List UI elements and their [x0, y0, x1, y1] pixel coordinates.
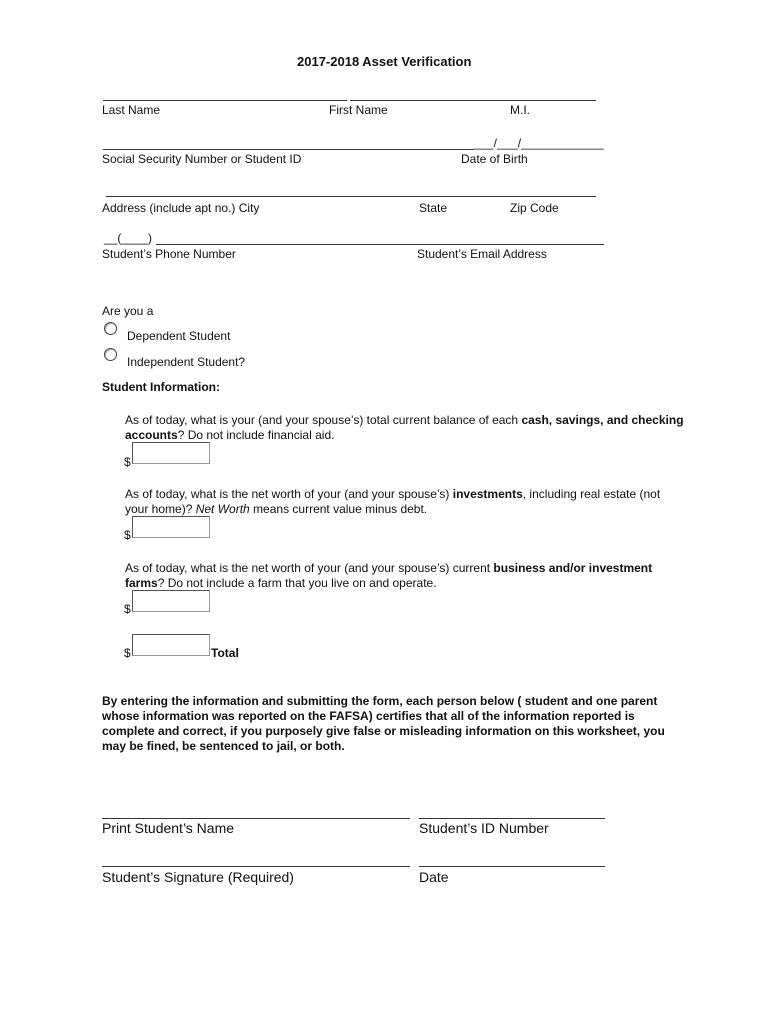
question-investments — [125, 487, 685, 517]
date-line[interactable] — [419, 866, 605, 867]
page-title: 2017-2018 Asset Verification — [297, 54, 472, 69]
first-name-label: First Name — [329, 103, 388, 117]
mi-line[interactable] — [350, 100, 596, 101]
id-number-label: Student’s ID Number — [419, 820, 549, 836]
q1-amount-field[interactable] — [132, 442, 210, 464]
independent-label: Independent Student? — [127, 355, 246, 369]
email-label: Student’s Email Address — [417, 247, 547, 261]
print-name-line[interactable] — [102, 818, 410, 819]
q1-bold: cash, savings, and checking accounts — [125, 413, 684, 442]
date-label: Date — [419, 869, 449, 885]
q2-bold: investments — [452, 487, 523, 501]
ssn-label: Social Security Number or Student ID — [102, 152, 302, 166]
address-city-label: Address (include apt no.) City — [102, 201, 260, 215]
q2-text-b: , including real estate (not your home)? — [125, 487, 661, 516]
phone-prefix[interactable]: __(____) — [104, 231, 153, 245]
status-question: Are you a — [102, 304, 154, 318]
dependent-label: Dependent Student — [127, 329, 231, 343]
q3-bold: business and/or investment farms — [125, 561, 653, 590]
q3-currency: $ — [124, 602, 131, 616]
q2-amount-field[interactable] — [132, 516, 210, 538]
signature-label: Student’s Signature (Required) — [102, 869, 294, 885]
dependent-radio[interactable] — [104, 322, 117, 335]
ssn-line[interactable] — [103, 149, 473, 150]
state-label: State — [419, 201, 448, 215]
total-label: Total — [211, 646, 239, 660]
address-line[interactable] — [106, 196, 596, 197]
q1-text-b: ? Do not include financial aid. — [177, 428, 335, 442]
phone-email-line[interactable] — [156, 244, 604, 245]
zip-label: Zip Code — [510, 201, 559, 215]
certification-statement: By entering the information and submitting the form, each person below ( student and one parent whose information was reported on the FAFSA) certifies that all of the information reported is complete and correct, if you purposely give false or misleading information on this worksheet, you may be fined, be sentenced to jail, or both. — [102, 694, 665, 753]
q3-text-a: As of today, what is the net worth of your (and your spouse’s) current — [125, 561, 494, 575]
q1-currency: $ — [124, 455, 131, 469]
total-currency: $ — [124, 646, 131, 660]
print-name-label: Print Student’s Name — [102, 820, 235, 836]
q2-italic: Net Worth — [195, 502, 250, 516]
signature-line[interactable] — [102, 866, 410, 867]
dob-label: Date of Birth — [461, 152, 528, 166]
dob-line[interactable]: ___/___/____________ — [473, 136, 604, 150]
independent-radio[interactable] — [104, 348, 117, 361]
q3-amount-field[interactable] — [132, 590, 210, 612]
q2-text-a: As of today, what is the net worth of your (and your spouse’s) — [125, 487, 453, 501]
mi-label: M.I. — [510, 103, 530, 117]
last-first-name-line[interactable] — [103, 100, 347, 101]
question-cash-savings — [125, 413, 685, 443]
phone-label: Student’s Phone Number — [102, 247, 236, 261]
total-amount-field[interactable] — [132, 634, 210, 656]
id-number-line[interactable] — [419, 818, 605, 819]
q3-text-b: ? Do not include a farm that you live on and operate. — [157, 576, 437, 590]
student-info-heading: Student Information: — [102, 380, 220, 394]
question-business-farms — [125, 561, 685, 591]
q2-currency: $ — [124, 528, 131, 542]
last-name-label: Last Name — [102, 103, 161, 117]
q1-text-a: As of today, what is your (and your spouse’s) total current balance of each — [125, 413, 522, 427]
q2-text-c: means current value minus debt. — [249, 502, 428, 516]
